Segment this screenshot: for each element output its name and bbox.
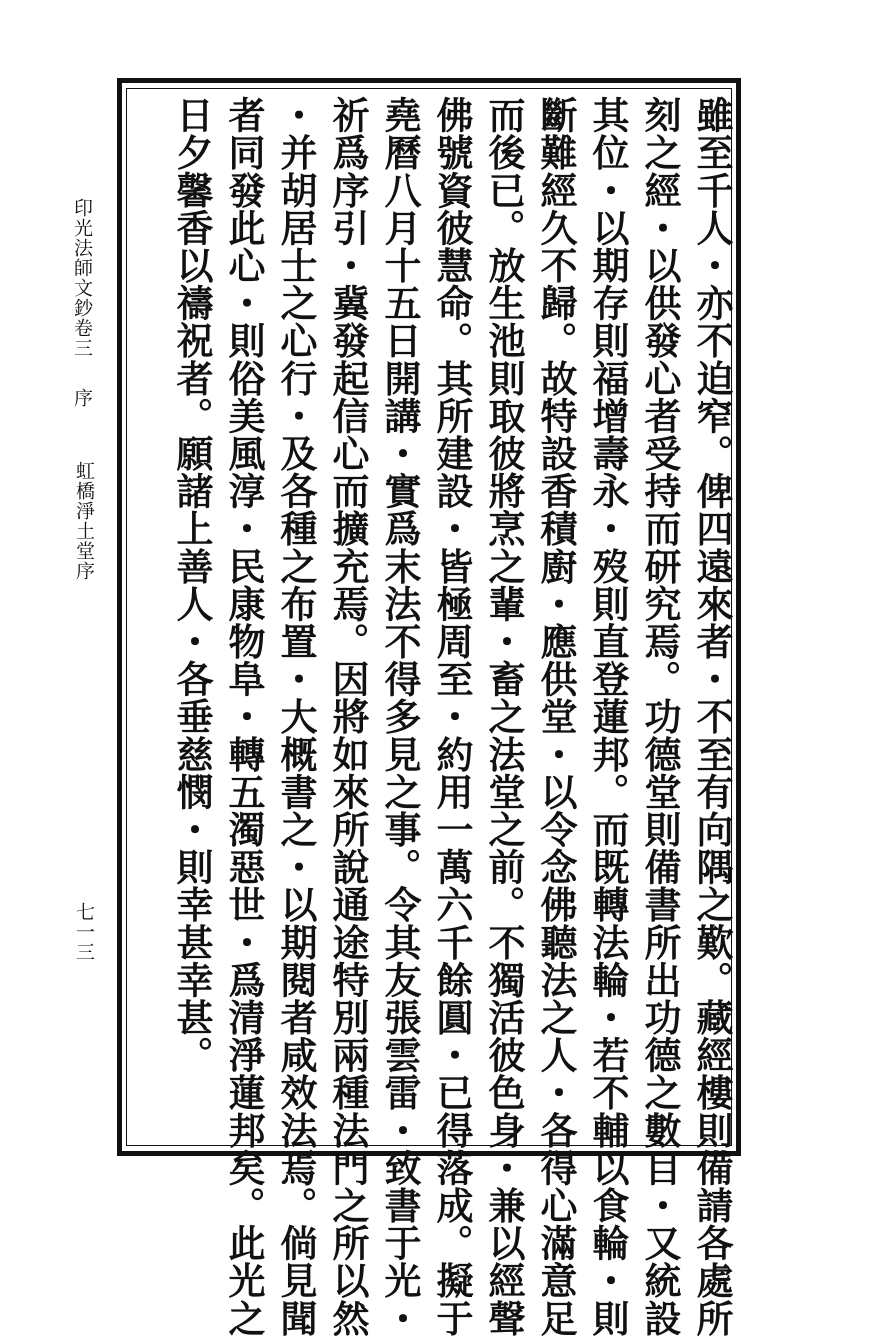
text-column-10: 者同發此心・則俗美風淳・民康物阜・轉五濁惡世・爲清淨蓮邦矣。此光之	[222, 96, 266, 1337]
text-column-4: 斷難經久不歸。故特設香積廚・應供堂・以令念佛聽法之人・各得心滿意足	[534, 96, 578, 1337]
text-column-1: 雖至千人・亦不迫窄。俾四遠來者・不至有向隅之歎。藏經樓則備請各處所	[690, 96, 734, 1337]
text-column-7: 堯曆八月十五日開講・實爲末法不得多見之事。令其友張雲雷・致書于光・	[378, 96, 422, 1337]
text-column-6: 佛號資彼慧命。其所建設・皆極周至・約用一萬六千餘圓・已得落成。擬于	[430, 96, 474, 1337]
text-column-5: 而後已。放生池則取彼將烹之輩・畜之法堂之前。不獨活彼色身・兼以經聲	[482, 96, 526, 1337]
text-column-2: 刻之經・以供發心者受持而研究焉。功德堂則備書所出功德之數目・又統設	[638, 96, 682, 1337]
text-column-8: 祈爲序引・冀發起信心而擴充焉。因將如來所說通途特別兩種法門之所以然	[326, 96, 370, 1337]
text-column-11: 日夕馨香以禱祝者。願諸上善人・各垂慈憫・則幸甚幸甚。	[170, 96, 214, 1074]
page-number: 七一三	[73, 902, 95, 962]
text-column-9: ・并胡居士之心行・及各種之布置・大概書之・以期閱者咸效法焉。倘見聞	[274, 96, 318, 1337]
margin-book-title: 印光法師文鈔卷三	[71, 198, 93, 358]
text-column-3: 其位・以期存則福增壽永・歿則直登蓮邦。而既轉法輪・若不輔以食輪・則	[586, 96, 630, 1337]
margin-section: 序	[71, 388, 93, 408]
margin-article-title: 虹橋淨土堂序	[73, 461, 95, 581]
